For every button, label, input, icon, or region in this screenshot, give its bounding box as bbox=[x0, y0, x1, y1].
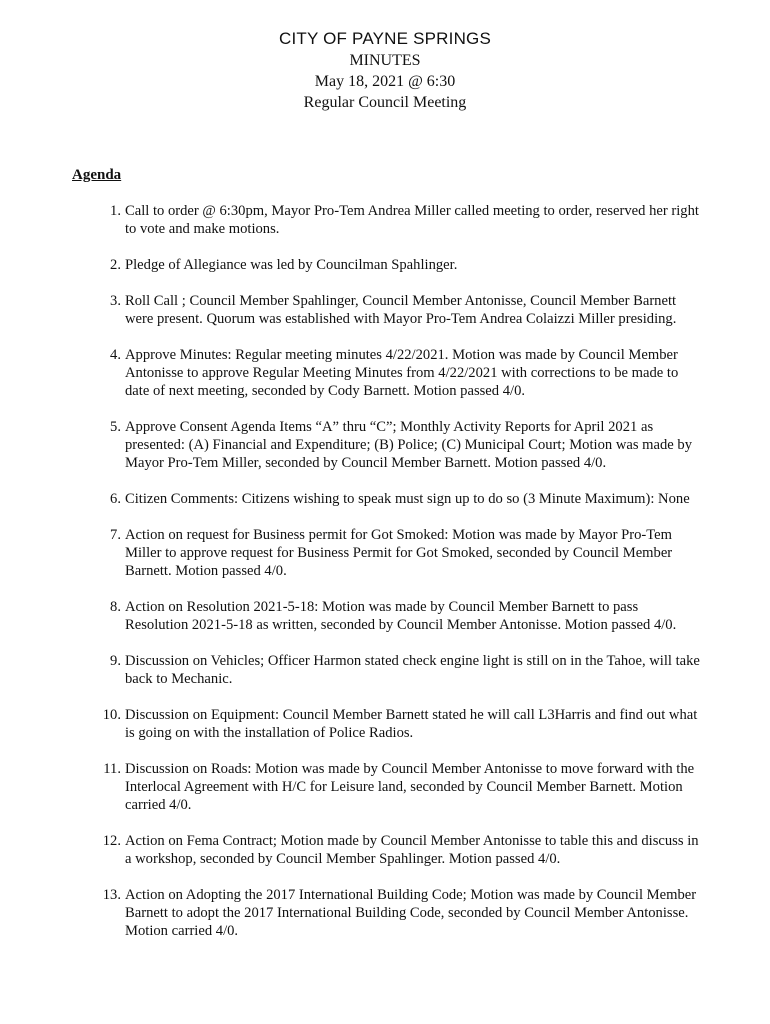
item-text: Call to order @ 6:30pm, Mayor Pro-Tem Andrea Miller called meeting to order, reserved her right to vote and make motions. bbox=[125, 203, 699, 237]
item-number: 7. bbox=[110, 527, 121, 543]
agenda-list bbox=[0, 202, 770, 958]
document-header bbox=[0, 28, 770, 113]
item-text: Discussion on Roads: Motion was made by Council Member Antonisse to move forward with the Interlocal Agreement with H/C for Leisure land, seconded by Council Member Barnett. Motion carried 4/0. bbox=[125, 761, 695, 813]
agenda-item bbox=[0, 706, 770, 742]
item-number: 13. bbox=[102, 887, 121, 903]
item-number: 6. bbox=[110, 491, 121, 507]
agenda-item bbox=[0, 490, 770, 508]
agenda-item bbox=[0, 292, 770, 328]
item-text: Action on Adopting the 2017 International Building Code; Motion was made by Council Member Barnett to adopt the 2017 International Building Code, seconded by Council Member Antonisse. Motion carried 4/0. bbox=[125, 887, 697, 939]
item-number: 11. bbox=[103, 761, 121, 777]
item-text: Action on request for Business permit for Got Smoked: Motion was made by Mayor Pro-Tem Miller to approve request for Business Permit for Got Smoked, seconded by Council Member Barnett. Motion passed 4/0. bbox=[125, 527, 673, 579]
item-text: Pledge of Allegiance was led by Councilman Spahlinger. bbox=[125, 257, 458, 273]
item-number: 4. bbox=[110, 347, 121, 363]
city-name: CITY OF PAYNE SPRINGS bbox=[278, 29, 492, 48]
item-number: 3. bbox=[110, 293, 121, 309]
item-number: 2. bbox=[110, 257, 121, 273]
agenda-item bbox=[0, 886, 770, 940]
item-number: 8. bbox=[110, 599, 121, 615]
item-text: Roll Call ; Council Member Spahlinger, Council Member Antonisse, Council Member Barnett were present. Quorum was established with Mayor Pro-Tem Andrea Colaizzi Miller presiding. bbox=[125, 293, 677, 327]
item-number: 5. bbox=[110, 419, 121, 435]
agenda-item bbox=[0, 526, 770, 580]
item-number: 9. bbox=[110, 653, 121, 669]
item-number: 12. bbox=[102, 833, 121, 849]
item-text: Discussion on Equipment: Council Member Barnett stated he will call L3Harris and find out what is going on with the installation of Police Radios. bbox=[125, 707, 698, 741]
item-text: Approve Consent Agenda Items “A” thru “C”; Monthly Activity Reports for April 2021 as presented: (A) Financial and Expenditure; (B) Police; (C) Municipal Court; Motion was made by Mayor Pro-Tem Miller, seconded by Council Member Barnett. Motion passed 4/0. bbox=[125, 419, 693, 471]
item-text: Action on Fema Contract; Motion made by Council Member Antonisse to table this and discuss in a workshop, seconded by Council Member Spahlinger. Motion passed 4/0. bbox=[125, 833, 699, 867]
agenda-item bbox=[0, 202, 770, 238]
meeting-type: Regular Council Meeting bbox=[303, 94, 467, 111]
document-type: MINUTES bbox=[349, 52, 421, 69]
item-text: Citizen Comments: Citizens wishing to speak must sign up to do so (3 Minute Maximum): None bbox=[125, 491, 690, 507]
agenda-item bbox=[0, 598, 770, 634]
agenda-item bbox=[0, 418, 770, 472]
item-number: 1. bbox=[110, 203, 121, 219]
item-number: 10. bbox=[102, 707, 121, 723]
agenda-item bbox=[0, 256, 770, 274]
agenda-item bbox=[0, 652, 770, 688]
item-text: Action on Resolution 2021-5-18: Motion was made by Council Member Barnett to pass Resolution 2021-5-18 as written, seconded by Council Member Antonisse. Motion passed 4/0. bbox=[125, 599, 677, 633]
agenda-item bbox=[0, 760, 770, 814]
item-text: Discussion on Vehicles; Officer Harmon stated check engine light is still on in the Tahoe, will take back to Mechanic. bbox=[125, 653, 700, 687]
agenda-heading: Agenda bbox=[72, 167, 122, 183]
agenda-item bbox=[0, 346, 770, 400]
meeting-date: May 18, 2021 @ 6:30 bbox=[314, 73, 456, 90]
agenda-item bbox=[0, 832, 770, 868]
item-text: Approve Minutes: Regular meeting minutes 4/22/2021. Motion was made by Council Member Antonisse to approve Regular Meeting Minutes from 4/22/2021 with corrections to be made to date of next meeting, seconded by Cody Barnett. Motion passed 4/0. bbox=[125, 347, 679, 399]
